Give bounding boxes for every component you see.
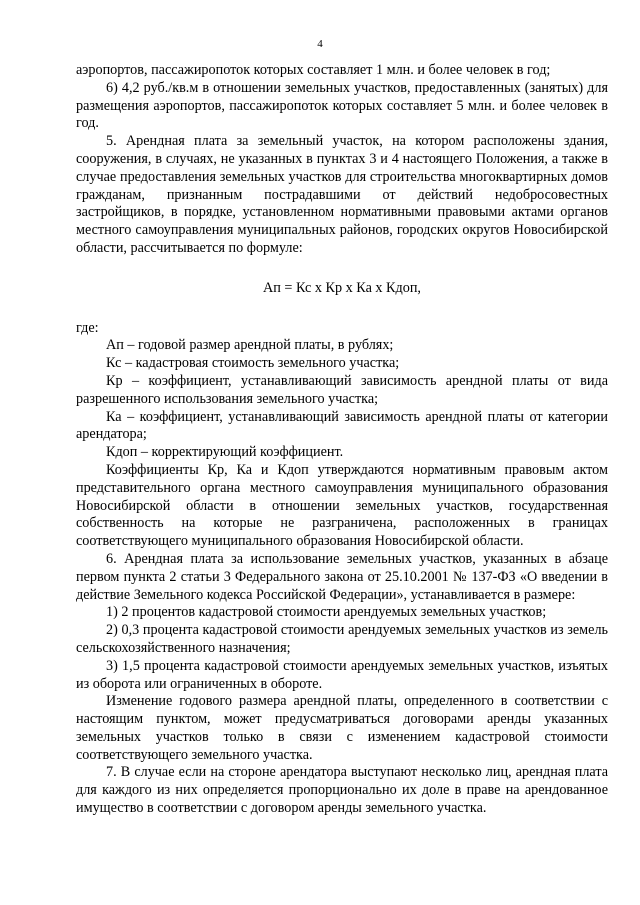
rent-formula: Ап = Кс х Кр х Ка х Кдоп, xyxy=(263,279,421,296)
paragraph-item-6-airports: 6) 4,2 руб./кв.м в отношении земельных участков, предоставленных (занятых) для размещения аэропортов, пассажиропоток которых составляет 5 млн. и более человек в год. xyxy=(76,79,608,132)
paragraph-section-5: 5. Арендная плата за земельный участок, на котором расположены здания, сооружения, в случаях, не указанных в пунктах 3 и 4 настоящего Положения, а также в случае предоставления земельных участков для строительства многоквартирных домов гражданам, признанным пострадавшими от действий недобросовестных застройщиков, в порядке, установленном нормативными правовыми актами органов местного самоуправления муниципальных районов, городских округов Новосибирской области, рассчитывается по формуле: xyxy=(76,133,608,256)
definition-ka: Ка – коэффициент, устанавливающий зависимость арендной платы от категории арендатора; xyxy=(76,408,608,443)
paragraph-coefficients: Коэффициенты Кр, Ка и Кдоп утверждаются нормативным правовым актом представительного органа местного самоуправления муниципального образования Новосибирской области в отношении земельных участков, государственная собственность на которые не разграничена, расположенных в границах соответствующего муниципального образования Новосибирской области. xyxy=(76,461,608,550)
where-label: где: xyxy=(76,319,99,336)
paragraph-section-7: 7. В случае если на стороне арендатора выступают несколько лиц, арендная плата для каждого из них определяется пропорционально их доле в праве на арендованное имущество в соответствии с договором аренды земельного участка. xyxy=(76,764,608,817)
paragraph-airports-continuation: аэропортов, пассажиропоток которых составляет 1 млн. и более человек в год; xyxy=(76,62,551,78)
list-item-3: 3) 1,5 процента кадастровой стоимости арендуемых земельных участков, изъятых из оборота или ограниченных в обороте. xyxy=(76,657,608,692)
paragraph-section-6: 6. Арендная плата за использование земельных участков, указанных в абзаце первом пункта 2 статьи 3 Федерального закона от 25.10.2001 № 137-ФЗ «О введении в действие Земельного кодекса Российской Федерации», устанавливается в размере: xyxy=(76,550,608,603)
list-item-1: 1) 2 процентов кадастровой стоимости арендуемых земельных участков; xyxy=(106,604,547,621)
paragraph-rent-change: Изменение годового размера арендной платы, определенного в соответствии с настоящим пунктом, может предусматриваться договорами аренды указанных земельных участков только в связи с изменением кадастровой стоимости соответствующего земельного участка. xyxy=(76,693,608,763)
definition-ks: Кс – кадастровая стоимость земельного участка; xyxy=(106,355,400,372)
definition-kdop: Кдоп – корректирующий коэффициент. xyxy=(106,444,344,461)
page-number: 4 xyxy=(317,38,323,50)
definition-ap: Ап – годовой размер арендной платы, в рублях; xyxy=(106,337,394,354)
list-item-2: 2) 0,3 процента кадастровой стоимости арендуемых земельных участков из земель сельскохозяйственного назначения; xyxy=(76,622,608,656)
document-body xyxy=(76,62,608,818)
definition-kr: Кр – коэффициент, устанавливающий зависимость арендной платы от вида разрешенного использования земельного участка; xyxy=(76,372,608,407)
